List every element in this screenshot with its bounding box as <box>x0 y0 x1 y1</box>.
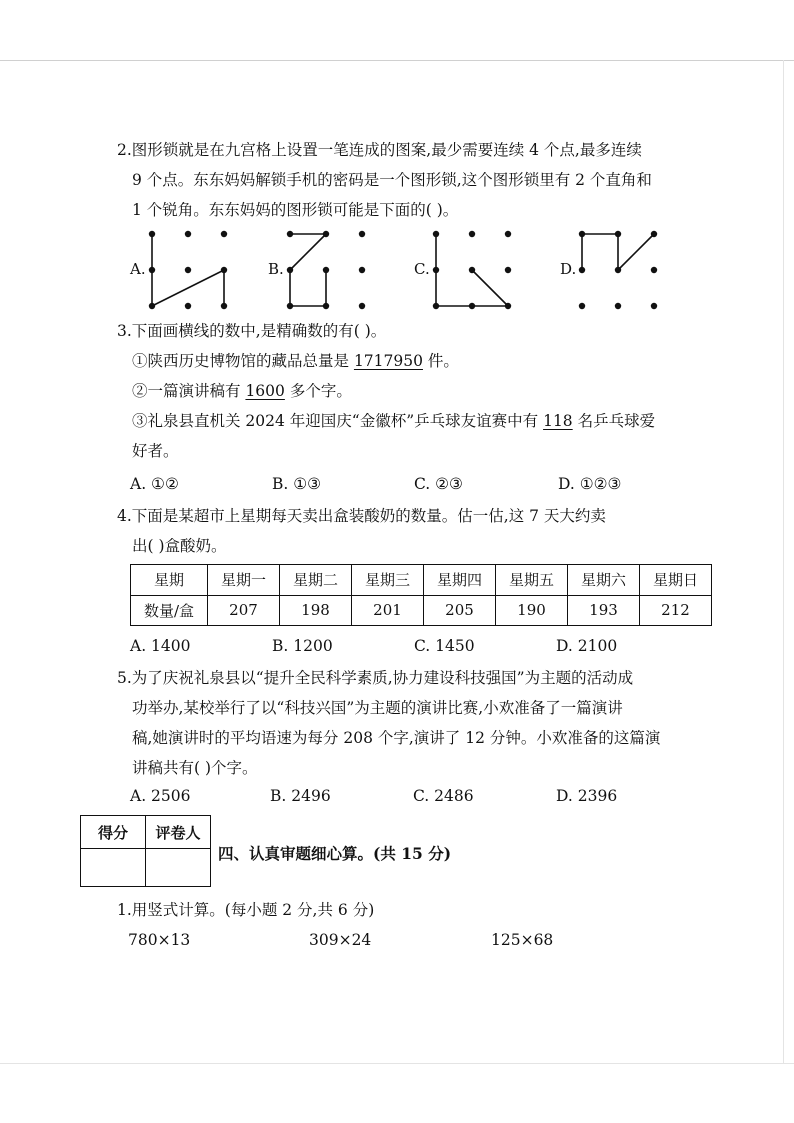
lock-dot <box>185 267 191 273</box>
table-header-cell: 星期 <box>131 565 208 596</box>
q3-item-3-number: 118 <box>543 412 573 430</box>
q3-choice-c[interactable]: C. ②③ <box>414 475 463 493</box>
lock-segment <box>472 270 508 306</box>
page-top-edge <box>0 60 794 61</box>
q3-item-3-text: ③礼泉县直机关 2024 年迎国庆“金徽杯”乒乓球友谊赛中有 <box>132 412 544 430</box>
score-input-cell[interactable] <box>81 849 146 887</box>
q3-item-3-cont: 好者。 <box>132 442 179 460</box>
q4-choice-a[interactable]: A. 1400 <box>130 637 191 655</box>
lock-dot <box>505 303 511 309</box>
s4q1-problem-3: 125×68 <box>491 931 554 949</box>
q5-choice-c[interactable]: C. 2486 <box>413 787 474 805</box>
lock-dot <box>615 231 621 237</box>
table-cell: 198 <box>280 595 352 626</box>
q5-choice-a[interactable]: A. 2506 <box>130 787 191 805</box>
score-box <box>80 815 211 887</box>
q3-choice-d[interactable]: D. ①②③ <box>558 475 622 493</box>
grader-input-cell[interactable] <box>146 849 211 887</box>
q5-text-line4: 讲稿共有( )个字。 <box>132 759 258 777</box>
q5-choice-d[interactable]: D. 2396 <box>556 787 618 805</box>
q3-item-1-number: 1717950 <box>353 352 423 370</box>
table-header-cell: 星期四 <box>424 565 496 596</box>
score-label: 得分 <box>81 816 146 849</box>
q2-option-a-label[interactable]: A. <box>130 260 146 278</box>
lock-dot <box>505 267 511 273</box>
q4-text-line1: 4.下面是某超市上星期每天卖出盒装酸奶的数量。估一估,这 7 天大约卖 <box>117 507 606 525</box>
table-cell: 205 <box>424 595 496 626</box>
lock-dot <box>287 303 293 309</box>
table-header-cell: 星期二 <box>280 565 352 596</box>
q3-item-2-text: ②一篇演讲稿有 <box>132 382 246 400</box>
table-header-cell: 星期六 <box>568 565 640 596</box>
grader-label: 评卷人 <box>146 816 211 849</box>
lock-dot <box>469 303 475 309</box>
q4-choice-d[interactable]: D. 2100 <box>556 637 618 655</box>
lock-dot <box>579 303 585 309</box>
table-cell: 193 <box>568 595 640 626</box>
table-header-cell: 星期三 <box>352 565 424 596</box>
lock-dot <box>505 231 511 237</box>
lock-dot <box>615 303 621 309</box>
q2-option-d-pattern[interactable] <box>582 234 654 306</box>
table-cell: 212 <box>640 595 712 626</box>
lock-dot <box>651 303 657 309</box>
lock-dot <box>359 267 365 273</box>
lock-dot <box>359 231 365 237</box>
lock-dot <box>651 231 657 237</box>
q2-text-line2: 9 个点。东东妈妈解锁手机的密码是一个图形锁,这个图形锁里有 2 个直角和 <box>132 171 652 189</box>
table-header-cell: 星期一 <box>208 565 280 596</box>
page-right-edge <box>783 60 784 1063</box>
yogurt-sales-table <box>130 564 712 626</box>
table-cell: 数量/盒 <box>131 595 208 626</box>
q5-text-line1: 5.为了庆祝礼泉县以“提升全民科学素质,协力建设科技强国”为主题的活动成 <box>117 669 634 687</box>
lock-dot <box>149 303 155 309</box>
q2-text-line1: 2.图形锁就是在九宫格上设置一笔连成的图案,最少需要连续 4 个点,最多连续 <box>117 141 642 159</box>
table-row <box>131 595 712 626</box>
lock-segment <box>618 234 654 270</box>
lock-dot <box>221 303 227 309</box>
s4q1-title: 1.用竖式计算。(每小题 2 分,共 6 分) <box>117 901 375 919</box>
q3-item-2-number: 1600 <box>245 382 285 400</box>
lock-dot <box>287 267 293 273</box>
table-row <box>81 849 211 887</box>
table-header-cell: 星期五 <box>496 565 568 596</box>
s4q1-problem-1: 780×13 <box>128 931 191 949</box>
lock-dot <box>149 267 155 273</box>
lock-dot <box>185 231 191 237</box>
table-cell: 207 <box>208 595 280 626</box>
lock-segment <box>290 234 326 270</box>
table-cell: 201 <box>352 595 424 626</box>
lock-dot <box>469 231 475 237</box>
lock-dot <box>579 267 585 273</box>
q3-item-1-text: ①陕西历史博物馆的藏品总量是 <box>132 352 354 370</box>
q3-item-2-suffix: 多个字。 <box>284 382 352 400</box>
q4-choice-b[interactable]: B. 1200 <box>272 637 333 655</box>
q3-item-3-suffix: 名乒乓球爱 <box>572 412 656 430</box>
lock-dot <box>323 267 329 273</box>
q5-text-line2: 功举办,某校举行了以“科技兴国”为主题的演讲比赛,小欢准备了一篇演讲 <box>132 699 623 717</box>
q2-text-line3: 1 个锐角。东东妈妈的图形锁可能是下面的( )。 <box>132 201 459 219</box>
q2-option-b-label[interactable]: B. <box>268 260 284 278</box>
q4-choice-c[interactable]: C. 1450 <box>414 637 475 655</box>
lock-dot <box>287 231 293 237</box>
lock-dot <box>615 267 621 273</box>
table-header-cell: 星期日 <box>640 565 712 596</box>
q2-option-b-pattern[interactable] <box>290 234 362 306</box>
q3-item-1-suffix: 件。 <box>422 352 459 370</box>
q3-item-1 <box>132 351 459 371</box>
table-row <box>131 565 712 596</box>
q2-option-d-label[interactable]: D. <box>560 260 577 278</box>
lock-dot <box>221 267 227 273</box>
q2-option-c-label[interactable]: C. <box>414 260 430 278</box>
lock-dot <box>185 303 191 309</box>
lock-dot <box>359 303 365 309</box>
table-row <box>81 816 211 849</box>
q2-option-a-pattern[interactable] <box>152 234 224 306</box>
lock-dot <box>323 231 329 237</box>
lock-dot <box>579 231 585 237</box>
s4q1-problem-2: 309×24 <box>309 931 372 949</box>
q5-choice-b[interactable]: B. 2496 <box>270 787 331 805</box>
q2-option-c-pattern[interactable] <box>436 234 508 306</box>
page-bottom-edge <box>0 1063 794 1064</box>
lock-dot <box>221 231 227 237</box>
q3-item-2 <box>132 381 352 401</box>
q3-title: 3.下面画横线的数中,是精确数的有( )。 <box>117 322 387 340</box>
q3-choice-a[interactable]: A. ①② <box>130 475 179 493</box>
lock-dot <box>323 303 329 309</box>
lock-segment <box>152 270 224 306</box>
table-cell: 190 <box>496 595 568 626</box>
q3-choice-b[interactable]: B. ①③ <box>272 475 322 493</box>
lock-dot <box>433 267 439 273</box>
lock-dot <box>469 267 475 273</box>
section-4-title: 四、认真审题细心算。(共 15 分) <box>218 844 452 863</box>
lock-dot <box>433 231 439 237</box>
lock-dot <box>433 303 439 309</box>
q5-text-line3: 稿,她演讲时的平均语速为每分 208 个字,演讲了 12 分钟。小欢准备的这篇演 <box>132 729 661 747</box>
q4-text-line2: 出( )盒酸奶。 <box>132 537 227 555</box>
lock-dot <box>651 267 657 273</box>
q3-item-3 <box>132 411 655 431</box>
lock-dot <box>149 231 155 237</box>
